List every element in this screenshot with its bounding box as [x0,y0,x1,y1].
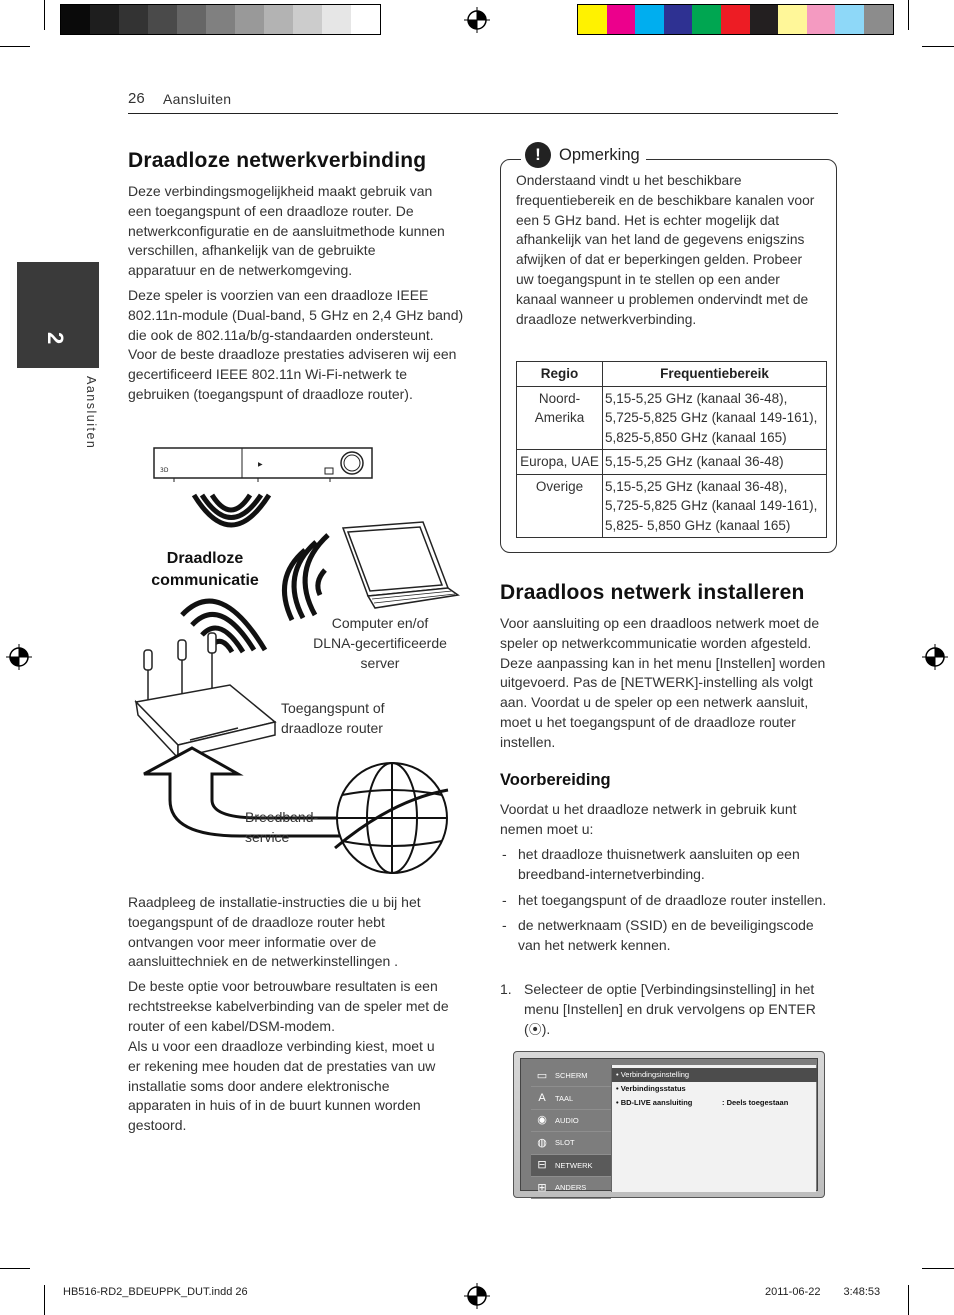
language-icon: A [538,1092,546,1105]
range-text: 5,15-5,25 GHz (kanaal 36-48), [605,478,788,494]
table-header-region: Regio [517,362,603,387]
list-item: - het toegangspunt of de draadloze router instellen. [502,891,827,908]
step-number: 1. [500,981,512,997]
color-swatch [835,5,864,34]
footer-filename: HB516-RD2_BDEUPPK_DUT.indd 26 [63,1286,248,1298]
list-item: - het draadloze thuisnetwerk aansluiten op een breedband-internetverbinding. [502,846,800,882]
gray-swatch [322,5,351,34]
menu-content [611,1065,816,1192]
color-swatch [750,5,779,34]
note-title: Opmerking [559,145,640,164]
paragraph: De beste optie voor betrouwbare resultaten is een rechtstreekse kabelverbinding van de speler met de router of een kabel/DSM-modem. [128,978,449,1034]
blu-ray-player-icon [154,448,372,482]
menu-item-label: SCHERM [555,1071,588,1081]
exclamation-icon: ! [525,142,551,168]
footer-date: 2011-06-22 [765,1286,821,1298]
broadband-label: service [245,829,290,845]
step-item [500,980,838,1040]
color-swatch [721,5,750,34]
registration-target-icon [464,7,490,33]
menu-row-connection-status[interactable]: • Verbindingsstatus [616,1084,686,1093]
table-row [517,474,827,538]
table-header-frequency: Frequentiebereik [603,362,827,387]
audio-icon: ◉ [537,1114,547,1127]
crop-mark [44,0,45,30]
registration-target-icon [464,1283,490,1309]
paragraph: Voor aansluiting op een draadloos netwerk moet de speler op netwerkcommunicatie worden afgesteld. Deze aanpassing kan in het menu [Instellen] worden uitgevoerd. Pas de [NETWERK]-instelling als volgt aan. Voordat u de speler op een netwerk aansluit, moet u het toegangspunt of de draadloze router instellen. [500,615,826,750]
color-calibration-bar [577,4,894,35]
section-title-wireless-connection: Draadloze netwerkverbinding [128,149,427,172]
paragraph: Raadpleeg de installatie-instructies die u bij het toegangspunt of de draadloze router hebt ontvangen voor meer informatie over de aansluittechniek en de netwerkinstellingen . [128,894,421,970]
menu-item-network[interactable] [531,1155,611,1177]
enter-button-icon: ⦿ [528,1022,542,1038]
computer-label: server [360,655,400,671]
header-divider [128,113,838,114]
crop-mark [44,1285,45,1315]
menu-item-others[interactable] [531,1177,611,1199]
gray-swatch [351,5,380,34]
color-swatch [692,5,721,34]
frequency-table [516,361,827,538]
header-section-title: Aansluiten [163,91,232,107]
chapter-number: 2 [43,332,68,345]
menu-row-connection-setting[interactable]: • Verbindingsinstelling [612,1068,817,1082]
wireless-waves-icon [194,495,269,525]
crop-mark [908,0,909,30]
menu-row-bd-live[interactable]: • BD-LIVE aansluiting [616,1098,693,1107]
step-text: ). [541,1020,551,1037]
color-swatch [778,5,807,34]
lock-icon: ◍ [537,1136,547,1149]
page-number: 26 [128,90,145,107]
step-text: Selecteer de optie [Verbindingsinstelling] in het menu [Instellen] en druk vervolgens op ENTER ( [524,981,816,1037]
menu-item-lock[interactable] [531,1132,611,1154]
range-text: 5,825- 5,850 GHz (kanaal 165) [605,517,791,533]
crop-mark [922,46,954,47]
table-row [517,386,827,450]
gray-swatch [235,5,264,34]
svg-text:3D: 3D [160,467,169,474]
color-swatch [607,5,636,34]
paragraph: Deze speler is voorzien van een draadloze IEEE 802.11n-module (Dual-band, 5 GHz en 2,4 GHz band) die ook de 802.11a/b/g-standaarden ondersteunt. Voor de beste draadloze prestaties adviseren wij een gecertificeerd IEEE 802.11n Wi-Fi-netwerk te gebruiken (toegangspunt of draadloze router). [128,287,464,402]
bd-live-value: : Deels toegestaan [722,1098,789,1107]
paragraph: Voordat u het draadloze netwerk in gebruik kunt nemen moet u: [500,801,797,837]
menu-item-label: NETWERK [555,1160,593,1170]
gray-swatch [119,5,148,34]
gray-swatch [177,5,206,34]
crop-mark [922,1268,954,1269]
list-item-text: het toegangspunt of de draadloze router instellen. [518,891,827,908]
list-item-text: de netwerknaam (SSID) en de beveiligingscode van het netwerk kennen. [518,917,814,954]
gray-swatch [264,5,293,34]
section-title-install-wireless: Draadloos netwerk installeren [500,581,805,604]
gray-swatch [206,5,235,34]
preparation-list [500,845,838,962]
registration-target-icon [922,644,948,670]
range-text: 5,15-5,25 GHz (kanaal 36-48) [605,454,784,469]
broadband-label: Breedband- [245,809,319,825]
globe-icon [335,763,448,873]
laptop-icon [343,522,458,608]
table-cell-range [603,474,827,538]
menu-item-label: ANDERS [555,1183,587,1193]
color-swatch [807,5,836,34]
color-swatch [578,5,607,34]
chapter-tab [17,262,99,368]
subsection-title-preparation: Voorbereiding [500,771,611,789]
network-icon: ⊟ [537,1159,547,1172]
wireless-waves-icon [284,535,328,620]
footer-time: 3:48:53 [836,1286,881,1298]
list-item: - de netwerknaam (SSID) en de beveiligingscode van het netwerk kennen. [502,917,814,954]
gray-swatch [61,5,90,34]
table-cell-region [517,450,603,475]
registration-target-icon [6,644,32,670]
wireless-communication-label: communicatie [151,572,259,589]
gray-swatch [90,5,119,34]
crop-mark [0,46,30,47]
table-header-row [517,362,827,387]
menu-item-audio[interactable] [531,1110,611,1132]
menu-item-language[interactable] [531,1087,611,1109]
access-point-label: draadloze router [281,720,383,736]
menu-item-label: AUDIO [555,1115,579,1125]
menu-panel [520,1058,818,1194]
range-text: 5,725-5,825 GHz (kanaal 149-161), [605,410,818,425]
table-cell-region [517,474,603,538]
screen-icon: ▭ [536,1069,548,1082]
access-point-label: Toegangspunt of [281,700,385,716]
menu-sidebar [531,1065,611,1199]
computer-label: Computer en/of [331,615,429,631]
others-icon: ⊞ [537,1181,547,1194]
menu-item-label: SLOT [555,1138,575,1148]
color-swatch [864,5,893,34]
region-text: Overige [535,478,584,494]
region-text: Noord- [538,390,581,406]
gray-swatch [148,5,177,34]
menu-item-screen[interactable] [531,1065,611,1087]
list-item-text: het draadloze thuisnetwerk aansluiten op een breedband-internetverbinding. [518,846,800,882]
wireless-waves-icon [182,601,265,652]
range-text: 5,15-5,25 GHz (kanaal 36-48), [605,390,788,406]
crop-mark [0,1268,30,1269]
menu-item-label: TAAL [555,1093,574,1103]
setup-menu-screenshot [513,1051,825,1198]
region-text: Europa, UAE [520,454,599,469]
range-text: 5,825-5,850 GHz (kanaal 165) [605,429,787,445]
color-swatch [664,5,693,34]
paragraph: Deze verbindingsmogelijkheid maakt gebruik van een toegangspunt of een draadloze router. De netwerkconfiguratie en de aansluitmethode kunnen verschillen, afhankelijk van de gebruikte apparatuur en de netwerkomgeving. [128,183,445,279]
note-text: Onderstaand vindt u het beschikbare frequentiebereik en de beschikbare kanalen voor een 5 GHz band. Het is echter mogelijk dat afhankelijk van het land de gegevens enigszins afwijken of dat er beperkingen gelden. Probeer uw toegangspunt in te stellen op een ander kanaal wanneer u problemen ondervindt met de draadloze netwerkverbinding. [516,173,815,327]
wireless-router-icon [136,633,275,758]
table-cell-range [603,450,827,475]
paragraph: Als u voor een draadloze verbinding kiest, moet u er rekening mee houden dat de prestaties van uw installatie soms door andere elektronische apparaten in huis of in de buurt kunnen worden gestoord. [128,1038,436,1134]
computer-label: DLNA-gecertificeerde [313,635,447,651]
gray-calibration-bar [60,4,381,35]
range-text: 5,725-5,825 GHz (kanaal 149-161), [605,498,818,513]
table-cell-region [517,386,603,450]
wireless-communication-label: Draadloze [166,550,244,567]
crop-mark [908,1285,909,1315]
region-text: Amerika [534,410,585,425]
color-swatch [635,5,664,34]
note-header [521,142,646,168]
chapter-label: Aansluiten [84,376,98,450]
gray-swatch [293,5,322,34]
wireless-network-diagram [130,440,470,880]
svg-text:▶: ▶ [258,461,263,468]
table-cell-range [603,386,827,450]
table-row [517,450,827,475]
step-list [500,980,838,1046]
